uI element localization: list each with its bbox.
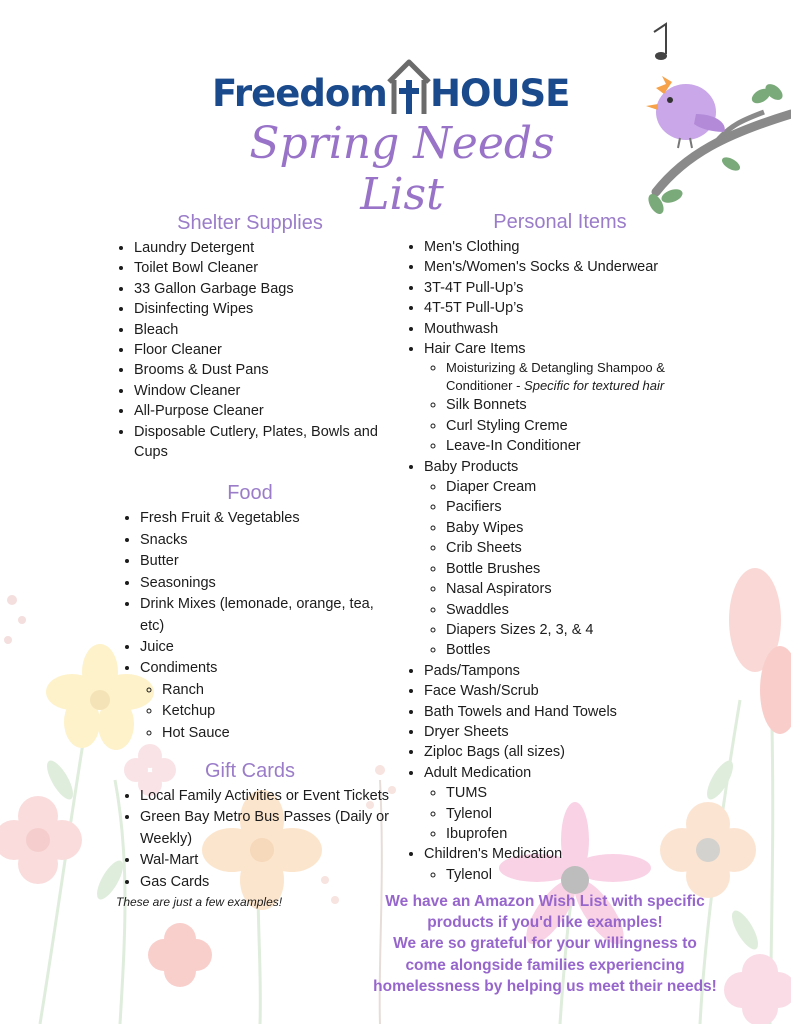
list-item: • 3T-4T Pull-Up’s: [424, 278, 730, 298]
list-item: • 33 Gallon Garbage Bags: [134, 279, 390, 299]
baby-products-sublist: [424, 477, 730, 661]
list-item: • Window Cleaner: [134, 381, 390, 401]
list-item: • Men's/Women's Socks & Underwear: [424, 257, 730, 277]
list-item: ◦ Swaddles: [446, 600, 730, 620]
list-item: ◦ Baby Wipes: [446, 518, 730, 538]
page-title: Spring Needs List: [249, 118, 555, 220]
list-item: • Disinfecting Wipes: [134, 299, 390, 319]
footer-line: products if you'd like examples!: [427, 914, 663, 932]
list-item: • Pads/Tampons: [424, 661, 730, 681]
list-item: ◦ Curl Styling Creme: [446, 416, 730, 436]
footer-line: We are so grateful for your willingness to: [393, 935, 697, 953]
list-item: ◦ Tylenol: [446, 804, 730, 824]
logo-text-freedom: Freedom: [212, 72, 387, 115]
list-item: ◦ Hot Sauce: [162, 723, 390, 744]
list-item: ◦ Diaper Cream: [446, 477, 730, 497]
left-column: [110, 208, 390, 909]
section-heading-personal: Personal Items: [493, 211, 627, 233]
condiments-label: Condiments: [140, 660, 218, 677]
list-item: ◦ TUMS: [446, 783, 730, 803]
list-item: • Brooms & Dust Pans: [134, 360, 390, 380]
gift-card-list: [110, 786, 390, 893]
list-item: • 4T-5T Pull-Up’s: [424, 298, 730, 318]
list-item: • Dryer Sheets: [424, 722, 730, 742]
list-item: [424, 844, 730, 885]
list-item: • Face Wash/Scrub: [424, 681, 730, 701]
adult-medication-sublist: [424, 783, 730, 844]
hair-care-sublist: [424, 359, 730, 456]
list-item: • Butter: [140, 551, 390, 572]
footer-line: come alongside families experiencing: [405, 956, 685, 974]
childrens-medication-label: Children's Medication: [424, 846, 563, 863]
list-item: • Toilet Bowl Cleaner: [134, 258, 390, 278]
list-item: ◦ Leave-In Conditioner: [446, 436, 730, 456]
childrens-medication-sublist: [424, 865, 730, 885]
list-item: • Wal-Mart: [140, 850, 390, 871]
list-item: ◦ Ibuprofen: [446, 824, 730, 844]
list-item: • Bleach: [134, 320, 390, 340]
personal-list: [400, 237, 730, 885]
list-item: ◦ Silk Bonnets: [446, 395, 730, 415]
list-item: ◦ Diapers Sizes 2, 3, & 4: [446, 620, 730, 640]
section-heading-food: Food: [227, 482, 273, 505]
list-item: [424, 763, 730, 845]
hair-care-label: Hair Care Items: [424, 341, 526, 358]
list-item: ◦ Bottles: [446, 640, 730, 660]
section-heading-gift-cards: Gift Cards: [204, 759, 296, 782]
footer-line: We have an Amazon Wish List with specific: [385, 893, 705, 910]
list-item: • Laundry Detergent: [134, 238, 390, 258]
list-item: ◦ Moisturizing & Detangling Shampoo & Conditioner - Specific for textured hair: [446, 359, 730, 395]
shelter-list: [110, 238, 390, 462]
list-item: • Disposable Cutlery, Plates, Bowls and Cups: [134, 422, 390, 463]
footer-line: homelessness by helping us meet their needs!: [373, 977, 717, 995]
bird-icon: [636, 14, 791, 219]
list-item: ◦ Crib Sheets: [446, 538, 730, 558]
list-item: ◦ Pacifiers: [446, 497, 730, 517]
list-item: • Local Family Activities or Event Tickets: [140, 786, 390, 807]
condiments-sublist: [140, 680, 390, 744]
list-item: • Gas Cards: [140, 872, 390, 893]
list-item: • Floor Cleaner: [134, 340, 390, 360]
list-item: [424, 339, 730, 457]
list-item: ◦ Nasal Aspirators: [446, 579, 730, 599]
list-item: ◦ Ketchup: [162, 701, 390, 722]
list-item: ◦ Bottle Brushes: [446, 559, 730, 579]
list-item: • Juice: [140, 637, 390, 658]
food-list: [110, 508, 390, 743]
list-item: • Seasonings: [140, 573, 390, 594]
section-heading-shelter: Shelter Supplies: [177, 212, 323, 234]
closing-message: [330, 891, 760, 997]
freedom-house-logo: [212, 58, 582, 120]
adult-medication-label: Adult Medication: [424, 764, 532, 781]
list-item: ◦ Tylenol: [446, 865, 730, 885]
examples-note: These are just a few examples!: [116, 894, 283, 909]
house-cross-icon: [386, 58, 432, 116]
right-column: [400, 207, 730, 885]
list-item: • Bath Towels and Hand Towels: [424, 702, 730, 722]
list-item: • Men's Clothing: [424, 237, 730, 257]
list-item: • Ziploc Bags (all sizes): [424, 742, 730, 762]
list-item: ◦ Ranch: [162, 680, 390, 701]
logo-text-house: HOUSE: [430, 72, 570, 115]
list-item: • Drink Mixes (lemonade, orange, tea, etc): [140, 594, 390, 637]
baby-products-label: Baby Products: [424, 458, 519, 475]
list-item: [424, 457, 730, 661]
list-item: • Snacks: [140, 530, 390, 551]
list-item: • Green Bay Metro Bus Passes (Daily or Weekly): [140, 807, 390, 850]
list-item: • Fresh Fruit & Vegetables: [140, 508, 390, 529]
list-item: [140, 658, 390, 744]
list-item: • Mouthwash: [424, 319, 730, 339]
list-item: • All-Purpose Cleaner: [134, 401, 390, 421]
